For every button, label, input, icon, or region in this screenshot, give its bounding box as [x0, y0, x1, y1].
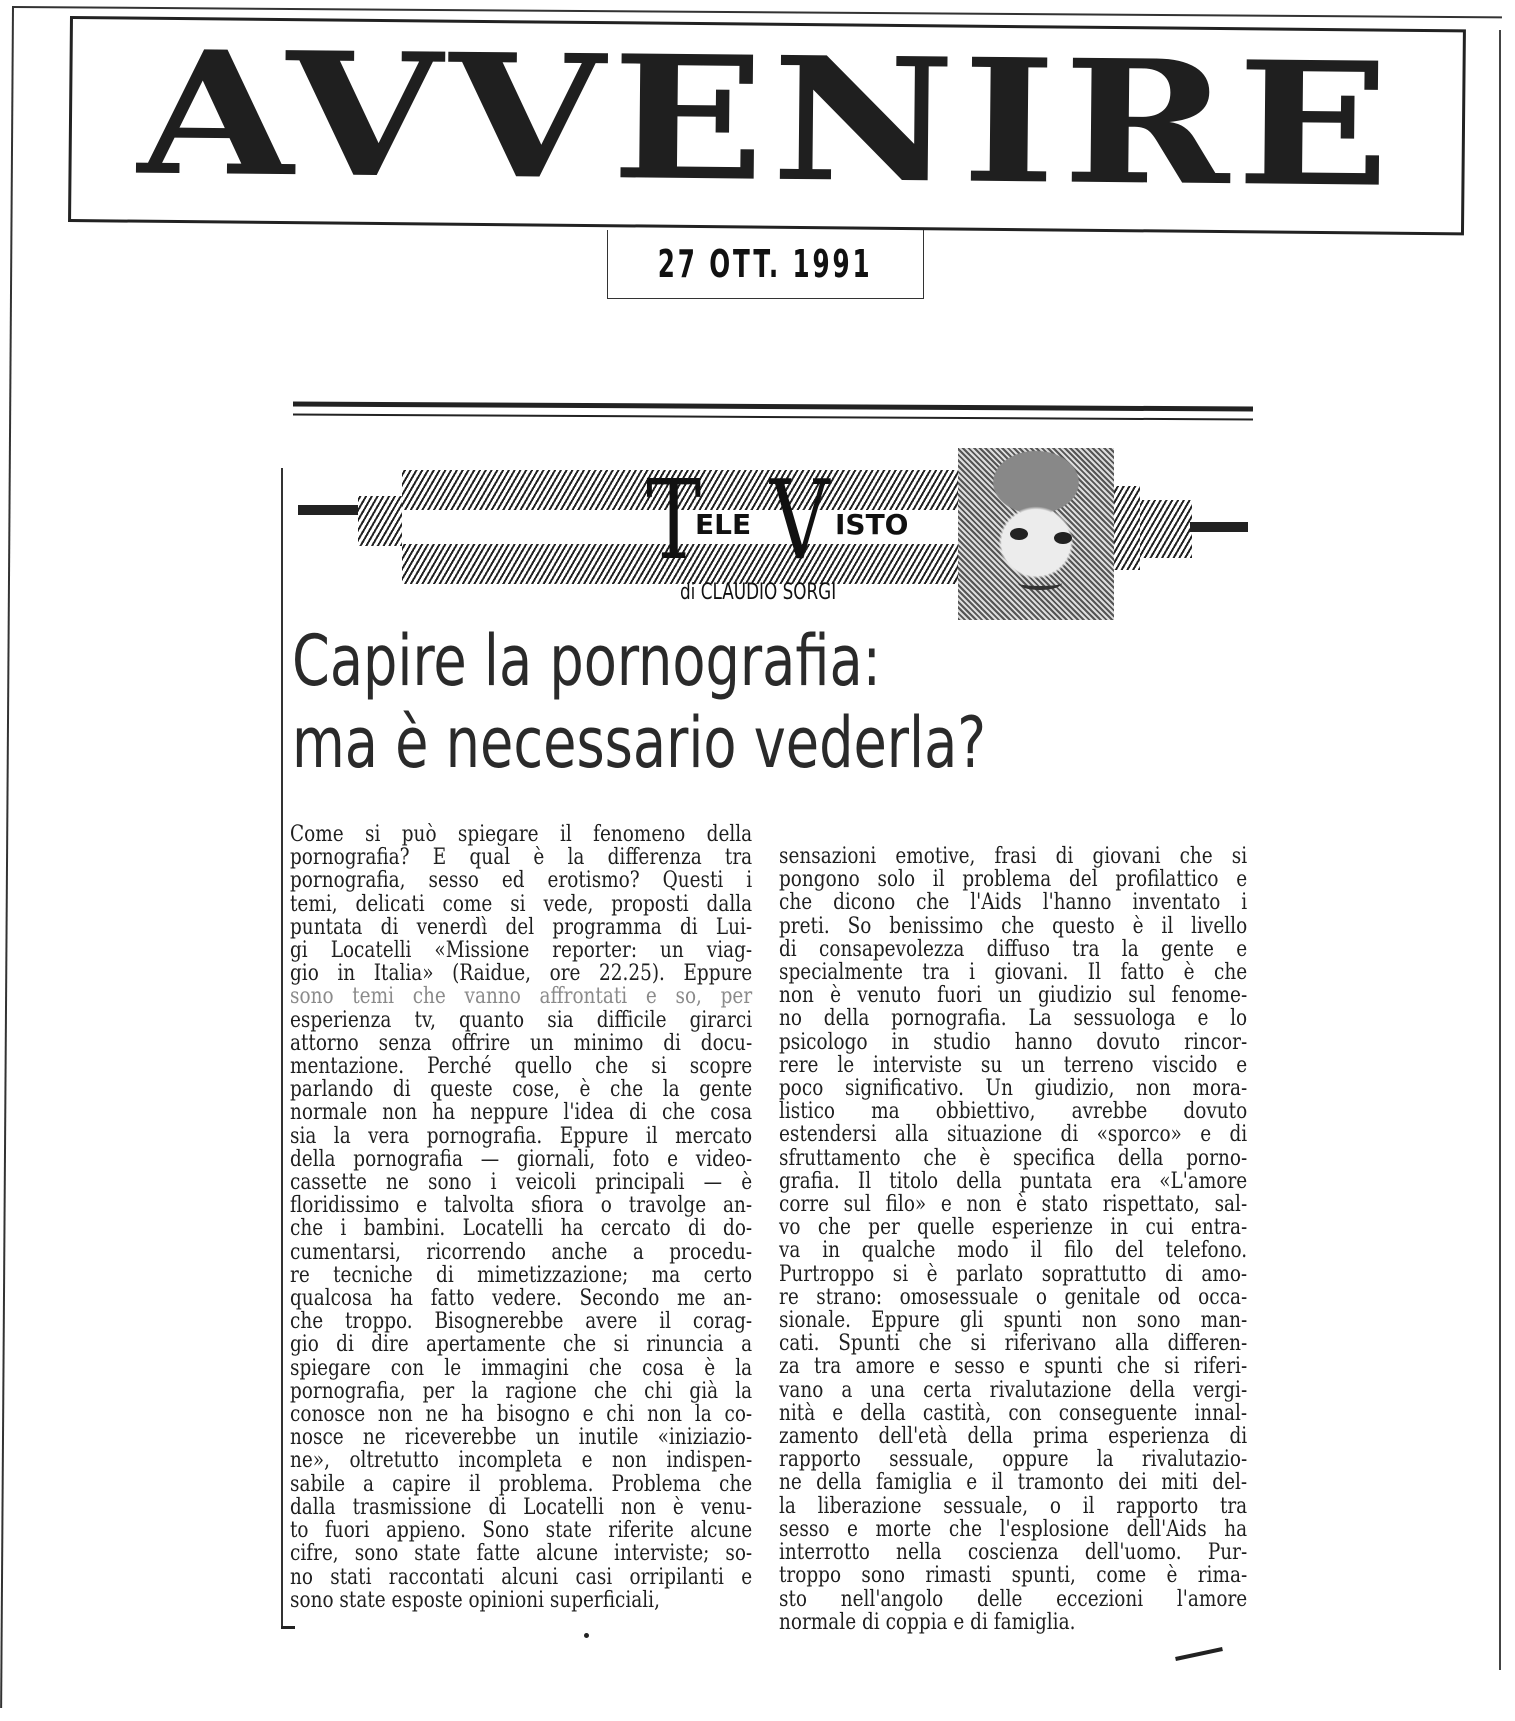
- body-text-line: estendersi alla situazione di «sporco» e di: [779, 1121, 1248, 1148]
- body-text-line: re tecniche di mimetizzazione; ma certo: [290, 1261, 753, 1288]
- body-text-line: sesso e morte che l'esplosione dell'Aids ha: [779, 1515, 1248, 1542]
- body-text-line: pornografia, sesso ed erotismo? Questi i: [290, 867, 753, 894]
- body-text-line: no stati raccontati alcuni casi orripilanti e: [290, 1563, 753, 1590]
- body-text-line: sto nell'angolo delle eccezioni l'amore: [779, 1585, 1248, 1612]
- body-text-line: floridissimo e talvolta sfiora o travolge an-: [290, 1192, 753, 1219]
- body-text-line: gio di dire apertamente che si rinuncia a: [290, 1331, 753, 1358]
- logo-text-ele: ELE: [695, 508, 752, 541]
- body-text-line: la liberazione sessuale, o il rapporto tra: [779, 1492, 1248, 1519]
- body-text-line: conosce non ne ha bisogno e chi non la co-: [290, 1401, 753, 1428]
- scan-speck: [584, 1633, 589, 1638]
- body-text-line: esperienza tv, quanto sia difficile girarci: [290, 1006, 753, 1033]
- body-text-line: di consapevolezza diffuso tra la gente e: [779, 935, 1248, 962]
- body-text-line: spiegare con le immagini che cosa è la: [290, 1354, 753, 1381]
- article-column-right: [779, 845, 1247, 1634]
- body-text-line: della pornografia — giornali, foto e video-: [290, 1145, 753, 1172]
- body-text-line: qualcosa ha fatto vedere. Secondo me an-: [290, 1285, 753, 1312]
- body-text-line: troppo sono rimasti spunti, come è rima-: [779, 1562, 1248, 1589]
- scan-page-edge: [1499, 30, 1501, 1670]
- body-text-line: sensazioni emotive, frasi di giovani che si: [779, 843, 1248, 869]
- body-text-line: zamento dell'età della prima esperienza di: [779, 1423, 1248, 1450]
- body-text-line: temi, delicati come si vede, proposti dalla: [290, 890, 753, 917]
- body-text-line: interrotto nella coscienza dell'uomo. Pur-: [779, 1539, 1248, 1566]
- article-corner-mark: [281, 1626, 295, 1629]
- body-text-line: pornografia? E qual è la differenza tra: [290, 844, 753, 871]
- body-text-line: listico ma obbiettivo, avrebbe dovuto: [779, 1098, 1248, 1125]
- body-text-line: corre sul filo» e non è stato rispettato, sal-: [779, 1191, 1248, 1218]
- body-text-line: sfruttamento che è specifica della porno-: [779, 1144, 1248, 1171]
- body-text-line: va in qualche modo il filo del telefono.: [779, 1237, 1248, 1264]
- body-text-line: poco significativo. Un giudizio, non mora-: [779, 1075, 1248, 1102]
- body-text-line: puntata di venerdì del programma di Lui-: [290, 913, 753, 940]
- headline-line-2: ma è necessario vederla?: [292, 702, 987, 784]
- logo-initial-v: V: [769, 456, 830, 584]
- body-text-line: pornografia, per la ragione che chi già la: [290, 1377, 753, 1404]
- body-text-line: to fuori appieno. Sono state riferite alcune: [290, 1517, 753, 1544]
- portrait-eye: [1010, 528, 1028, 540]
- body-text-line: vano a una certa rivalutazione della vergi-: [779, 1376, 1248, 1403]
- logo-initial-t: T: [646, 456, 702, 584]
- body-text-line: non è venuto fuori un giudizio sul fenome-: [779, 982, 1248, 1009]
- body-text-line: rere le interviste su un terreno viscido e: [779, 1051, 1248, 1078]
- body-text-line: vo che per quelle esperienze in cui entra-: [779, 1214, 1248, 1241]
- body-text-line: dalla trasmissione di Locatelli non è venu-: [290, 1493, 753, 1520]
- body-text-line: cumentarsi, ricorrendo anche a procedu-: [290, 1238, 753, 1265]
- logo-bar-left: [298, 505, 358, 515]
- body-text-line: che i bambini. Locatelli ha cercato di do-: [290, 1215, 753, 1242]
- body-text-line: attorno senza offrire un minimo di docu-: [290, 1029, 753, 1056]
- body-text-line: che troppo. Bisognerebbe avere il corag-: [290, 1308, 753, 1335]
- logo-hatch: [1140, 500, 1192, 558]
- article-border: [281, 468, 283, 1628]
- body-text-line: sabile a capire il problema. Problema che: [290, 1470, 753, 1497]
- body-text-line: sono temi che vanno affrontati e so, per: [290, 983, 753, 1010]
- body-text-line: parlando di queste cose, è che la gente: [290, 1076, 753, 1103]
- logo-bar-right: [1190, 522, 1248, 532]
- body-text-line: gi Locatelli «Missione reporter: un viag-: [290, 937, 753, 964]
- headline-line-1: Capire la pornografia:: [292, 620, 881, 702]
- body-text-line: rapporto sessuale, oppure la rivalutazio-: [779, 1446, 1248, 1473]
- portrait-eye: [1054, 532, 1072, 544]
- body-text-line: Purtroppo si è parlato soprattutto di amo-: [779, 1260, 1248, 1287]
- body-text-line: cati. Spunti che si riferivano alla differen-: [779, 1330, 1248, 1357]
- article-headline: [292, 620, 1118, 784]
- body-text-line: nità e della castità, con conseguente innal-: [779, 1399, 1248, 1426]
- body-text-line: cassette ne sono i veicoli principali — è: [290, 1169, 753, 1196]
- body-text-line: grafia. Il titolo della puntata era «L'amore: [779, 1167, 1248, 1194]
- body-text-line: gio in Italia» (Raidue, ore 22.25). Eppure: [290, 960, 753, 987]
- publication-date: 27 OTT. 1991: [658, 242, 873, 286]
- body-text-line: normale non ha neppure l'idea di che cosa: [290, 1099, 753, 1126]
- newspaper-title: AVVENIRE: [136, 13, 1398, 226]
- body-text-line: mentazione. Perché quello che si scopre: [290, 1053, 753, 1080]
- body-text-line: pongono solo il problema del profilattico e: [779, 866, 1248, 893]
- body-text-line: sionale. Eppure gli spunti non sono man-: [779, 1307, 1248, 1334]
- body-text-line: che dicono che l'Aids l'hanno inventato i: [779, 889, 1248, 916]
- body-text-line: sia la vera pornografia. Eppure il mercato: [290, 1122, 753, 1149]
- body-text-line: preti. So benissimo che questo è il livello: [779, 912, 1248, 939]
- logo-hatch: [358, 496, 402, 546]
- body-text-line: sono state esposte opinioni superficiali,: [290, 1586, 660, 1613]
- portrait-mouth: [1018, 576, 1062, 590]
- body-text-line: normale di coppia e di famiglia.: [779, 1608, 1076, 1635]
- body-text-line: Come si può spiegare il fenomeno della: [290, 821, 753, 847]
- author-portrait: [958, 448, 1114, 620]
- article-column-left: [290, 823, 752, 1612]
- body-text-line: psicologo in studio hanno dovuto rincor-: [779, 1028, 1248, 1055]
- body-text-line: za tra amore e sesso e spunti che si riferi-: [779, 1353, 1248, 1380]
- body-text-line: ne», oltretutto incompleta e non indispen-: [290, 1447, 753, 1474]
- date-stamp: [607, 230, 924, 299]
- body-text-line: specialmente tra i giovani. Il fatto è che: [779, 959, 1248, 986]
- logo-text-isto: ISTO: [835, 508, 909, 541]
- body-text-line: ne della famiglia e il tramonto dei miti del-: [779, 1469, 1248, 1496]
- body-text-line: re strano: omosessuale o genitale od occa-: [779, 1283, 1248, 1310]
- body-text-line: no della pornografia. La sessuologa e lo: [779, 1005, 1248, 1032]
- masthead: [68, 13, 1466, 235]
- byline: di CLAUDIO SORGI: [680, 580, 837, 605]
- body-text-line: cifre, sono state fatte alcune interviste; so-: [290, 1540, 753, 1567]
- body-text-line: nosce ne riceverebbe un inutile «iniziazio-: [290, 1424, 753, 1451]
